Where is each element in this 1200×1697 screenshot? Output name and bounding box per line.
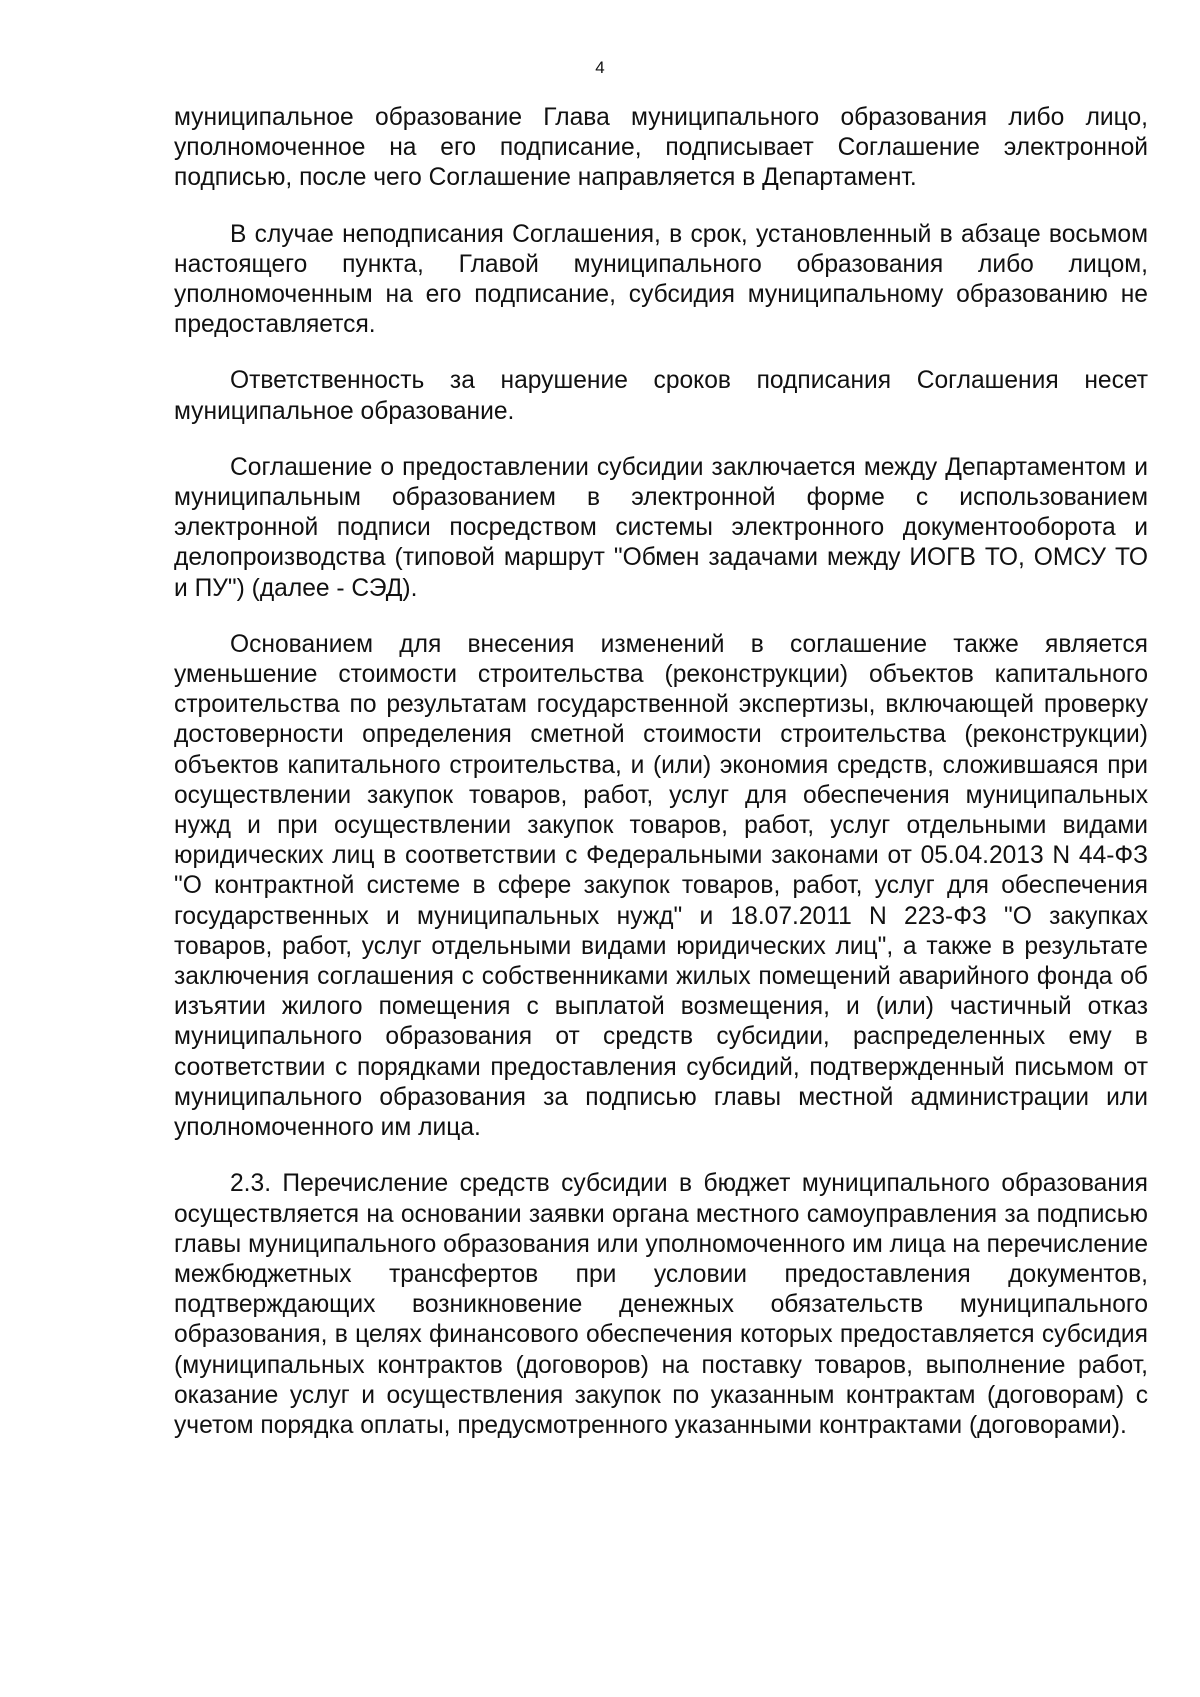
paragraph-responsibility: Ответственность за нарушение сроков подписания Соглашения несет муниципальное образование.: [174, 367, 1148, 425]
paragraph-section-2-3: 2.3. Перечисление средств субсидии в бюджет муниципального образования осуществляется на основании заявки органа местного самоуправления за подписью главы муниципального образования или уполномоченного им лица на перечисление межбюджетных трансфертов при условии предоставления документов, подтверждающих возникновение денежных обязательств муниципального образования, в целях финансового обеспечения которых предоставляется субсидия (муниципальных контрактов (договоров) на поставку товаров, выполнение работ, оказание услуг и осуществления закупок по указанным контрактам (договорам) с учетом порядка оплаты, предусмотренного указанными контрактами (договорами).: [174, 1170, 1148, 1439]
paragraph-continuation: муниципальное образование Глава муниципального образования либо лицо, уполномоченное на его подписание, подписывает Соглашение электронной подписью, после чего Соглашение направляется в Департамент.: [174, 104, 1148, 192]
paragraph-agreement-conclusion: Соглашение о предоставлении субсидии заключается между Департаментом и муниципальным образованием в электронной форме с использованием электронной подписи посредством системы электронного документооборота и делопроизводства (типовой маршрут "Обмен задачами между ИОГВ ТО, ОМСУ ТО и ПУ") (далее - СЭД).: [174, 453, 1148, 602]
document-body: [174, 103, 1148, 1467]
paragraph-unsigned-agreement: В случае неподписания Соглашения, в срок, установленный в абзаце восьмом настоящего пункта, Главой муниципального образования либо лицом, уполномоченным на его подписание, субсидия муниципальному образованию не предоставляется.: [174, 220, 1148, 339]
page-number: 4: [595, 58, 605, 77]
paragraph-amendment-grounds: Основанием для внесения изменений в соглашение также является уменьшение стоимости строительства (реконструкции) объектов капитального строительства по результатам государственной экспертизы, включающей проверку достоверности определения сметной стоимости строительства (реконструкции) объектов капитального строительства, и (или) экономия средств, сложившаяся при осуществлении закупок товаров, работ, услуг для обеспечения муниципальных нужд и при осуществлении закупок товаров, работ, услуг отдельными видами юридических лиц в соответствии с Федеральными законами от 05.04.2013 N 44-ФЗ "О контрактной системе в сфере закупок товаров, работ, услуг для обеспечения государственных и муниципальных нужд" и 18.07.2011 N 223-ФЗ "О закупках товаров, работ, услуг отдельными видами юридических лиц", а также в результате заключения соглашения с собственниками жилых помещений аварийного фонда об изъятии жилого помещения с выплатой возмещения, и (или) частичный отказ муниципального образования от средств субсидии, распределенных ему в соответствии с порядками предоставления субсидий, подтвержденный письмом от муниципального образования за подписью главы местной администрации или уполномоченного им лица.: [174, 630, 1148, 1142]
